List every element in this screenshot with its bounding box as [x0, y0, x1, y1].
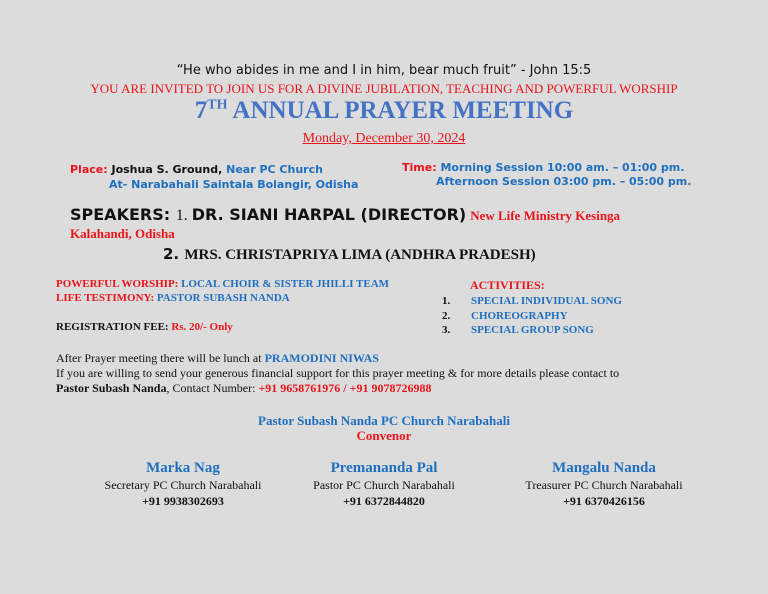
worship-label: POWERFUL WORSHIP: [56, 278, 179, 290]
convenor-role: Convenor [356, 428, 412, 443]
officer-name: Marka Nag [146, 460, 220, 476]
speaker-two-number: 2. [163, 245, 185, 263]
contact-numbers: +91 9658761976 / +91 9078726988 [258, 381, 432, 395]
event-date: Monday, December 30, 2024 [302, 131, 466, 146]
activities-list [442, 294, 622, 338]
time-label: Time: [402, 161, 437, 174]
registration-line [56, 321, 233, 333]
speaker-one-org-cont: Kalahandi, Odisha [70, 226, 175, 241]
officer-phone: +91 6370426156 [563, 494, 645, 508]
place-line [70, 163, 323, 176]
officer-treasurer [494, 460, 714, 509]
speakers-label: SPEAKERS: [70, 205, 176, 224]
convenor-name: Pastor Subash Nanda PC Church Narabahali [258, 413, 510, 428]
officer-pastor [279, 460, 489, 509]
testimony-line [56, 292, 290, 304]
worship-value: LOCAL CHOIR & SISTER JHILLI TEAM [181, 278, 390, 290]
officer-role: Secretary PC Church Narabahali [104, 478, 262, 492]
lunch-line [56, 351, 379, 366]
speaker-two-line [163, 245, 536, 264]
speaker-one-org: New Life Ministry Kesinga [470, 208, 621, 223]
morning-session: Morning Session 10:00 am. – 01:00 pm. [440, 161, 685, 174]
officer-name: Premananda Pal [330, 460, 438, 476]
officer-role: Pastor PC Church Narabahali [313, 478, 455, 492]
speaker-one-name: DR. SIANI HARPAL (DIRECTOR) [191, 205, 467, 224]
title-text: ANNUAL PRAYER MEETING [227, 97, 574, 124]
testimony-label: LIFE TESTIMONY: [56, 292, 155, 304]
list-item: 3. SPECIAL GROUP SONG [442, 324, 594, 336]
list-item: 1. SPECIAL INDIVIDUAL SONG [442, 295, 622, 307]
list-item: 2. CHOREOGRAPHY [442, 309, 568, 322]
lunch-prefix: After Prayer meeting there will be lunch at [56, 351, 262, 365]
afternoon-session: Afternoon Session 03:00 pm. – 05:00 pm. [436, 175, 692, 188]
title-superscript: TH [207, 97, 228, 113]
officer-phone: +91 6372844820 [343, 494, 425, 508]
title-number: 7 [194, 97, 208, 124]
place-address: At- Narabahali Saintala Bolangir, Odisha [109, 178, 359, 191]
lunch-place: PRAMODINI NIWAS [264, 351, 379, 365]
speaker-one-line [70, 205, 620, 225]
page-title [0, 97, 768, 125]
support-line: If you are willing to send your generous financial support for this prayer meeting & for more details please contact to [56, 366, 620, 380]
registration-label: REGISTRATION FEE: [56, 321, 169, 333]
place-ground: Joshua S. Ground, [111, 163, 223, 176]
speaker-two-name: MRS. CHRISTAPRIYA LIMA (ANDHRA PRADESH) [184, 247, 536, 263]
activities-label: ACTIVITIES: [470, 278, 545, 292]
officer-role: Treasurer PC Church Narabahali [525, 478, 683, 492]
contact-label: , Contact Number: [166, 381, 256, 395]
testimony-value: PASTOR SUBASH NANDA [156, 292, 290, 304]
contact-name: Pastor Subash Nanda [56, 381, 167, 395]
contact-line [56, 381, 431, 396]
registration-value: Rs. 20/- Only [171, 321, 233, 333]
place-label: Place: [70, 163, 108, 176]
officer-secretary [78, 460, 288, 509]
worship-line [56, 278, 389, 290]
officer-name: Mangalu Nanda [552, 460, 656, 476]
invitation-line: YOU ARE INVITED TO JOIN US FOR A DIVINE JUBILATION, TEACHING AND POWERFUL WORSHIP [90, 81, 678, 96]
officer-phone: +91 9938302693 [142, 494, 224, 508]
speaker-one-number: 1. [175, 207, 192, 224]
bible-verse: “He who abides in me and I in him, bear much fruit” - John 15:5 [176, 63, 592, 78]
place-near: Near PC Church [226, 163, 323, 176]
time-line [402, 161, 684, 174]
